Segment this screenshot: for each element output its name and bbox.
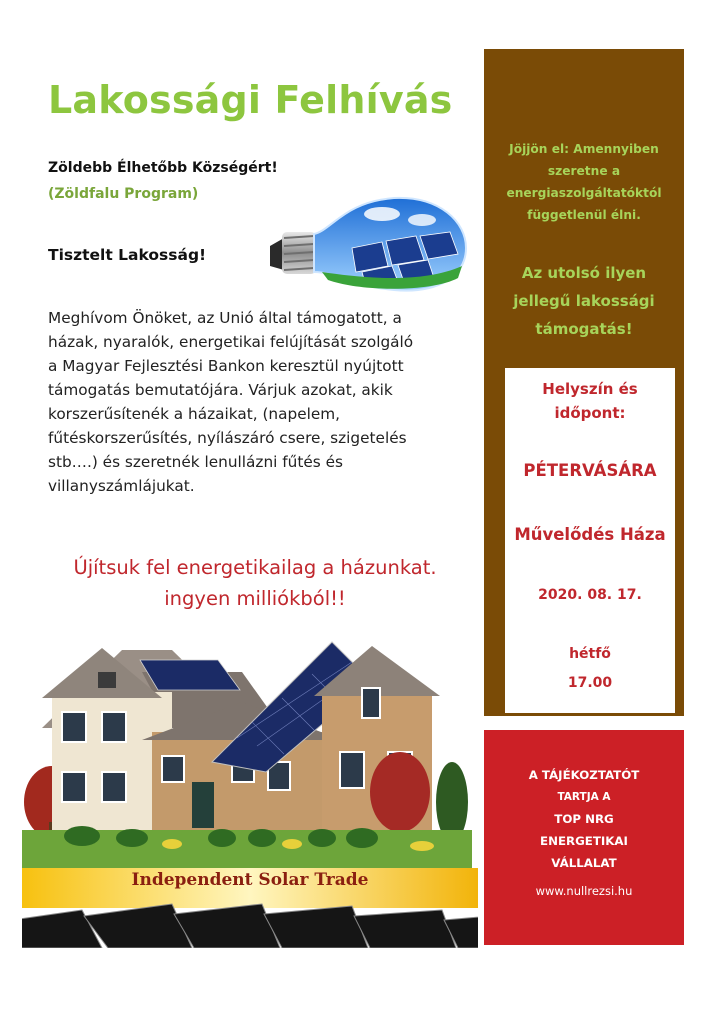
body-line: korszerűsítenék a házaikat, (napelem, (48, 405, 341, 423)
invitation-line: energiaszolgáltatóktól (506, 186, 662, 200)
last-offer-text (484, 259, 684, 343)
event-date: 2020. 08. 17. (538, 587, 642, 603)
slogan (30, 552, 480, 614)
solar-lightbulb-image (262, 186, 472, 296)
organizer-line: TOP NRG (554, 812, 614, 826)
page-title: Lakossági Felhívás (48, 78, 453, 122)
greeting: Tisztelt Lakosság! (48, 246, 207, 264)
banner-text: Independent Solar Trade (131, 870, 369, 890)
organizer-text (484, 764, 684, 874)
invitation-line: Jöjjön el: Amennyiben (509, 142, 659, 156)
body-line: stb….) és szeretnék lenullázni fűtés és (48, 453, 343, 471)
invitation-line: függetlenül élni. (527, 208, 641, 222)
body-line: a Magyar Fejlesztési Bankon keresztül nyújtott (48, 357, 404, 375)
body-paragraph (48, 306, 468, 498)
invitation-line: szeretne a (547, 164, 621, 178)
slogan-line: ingyen milliókból!! (164, 587, 346, 610)
organizer-line: A TÁJÉKOZTATÓT (528, 768, 640, 782)
house-with-solar-panels-image (22, 632, 472, 868)
body-line: villanyszámlájukat. (48, 477, 195, 495)
invitation-text (484, 138, 684, 226)
venue-heading (505, 377, 675, 425)
venue-city: PÉTERVÁSÁRA (523, 461, 657, 480)
body-line: támogatás bemutatójára. Várjuk azokat, akik (48, 381, 393, 399)
organizer-line: VÁLLALAT (551, 856, 617, 870)
last-offer-line: jellegű lakossági (513, 292, 655, 310)
body-line: Meghívom Önöket, az Unió által támogatott, a (48, 309, 402, 327)
venue-heading-line: időpont: (554, 404, 626, 422)
last-offer-line: támogatás! (535, 320, 633, 338)
subtitle: Zöldebb Élhetőbb Községért! (48, 160, 278, 176)
organizer-line: ENERGETIKAI (540, 834, 628, 848)
last-offer-line: Az utolsó ilyen (521, 264, 647, 282)
solar-trade-banner (22, 868, 478, 948)
venue-heading-line: Helyszín és (542, 380, 638, 398)
body-line: fűtéskorszerűsítés, nyílászáró csere, szigetelés (48, 429, 407, 447)
venue-place: Művelődés Háza (514, 525, 666, 544)
event-time: 17.00 (567, 675, 613, 691)
slogan-line: Újítsuk fel energetikailag a házunkat. (73, 556, 437, 579)
event-day: hétfő (569, 646, 611, 662)
organizer-line: TARTJA A (557, 791, 611, 803)
body-line: házak, nyaralók, energetikai felújítását szolgáló (48, 333, 414, 351)
organizer-website-link[interactable]: www.nullrezsi.hu (535, 884, 633, 898)
program-name: (Zöldfalu Program) (48, 186, 199, 202)
